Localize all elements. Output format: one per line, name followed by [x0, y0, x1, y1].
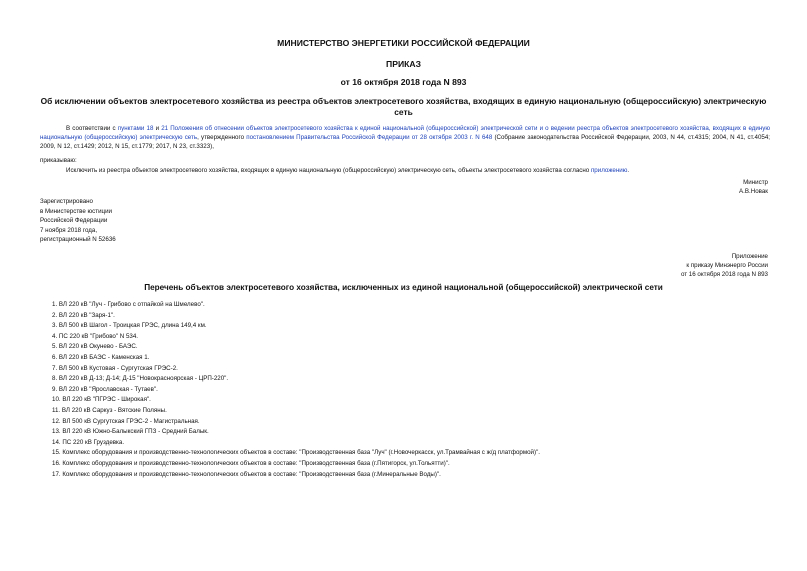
list-item: 16. Комплекс оборудования и производственно-технологических объектов в составе: "Производственная база (г.Пятигорск, ул.Тольятти)".: [52, 459, 450, 467]
preamble-text-2: и: [153, 125, 162, 132]
list-item: 6. ВЛ 220 кВ БАЭС - Каменская 1.: [52, 353, 150, 361]
list-item: 2. ВЛ 220 кВ "Заря-1".: [52, 311, 115, 319]
list-item: 3. ВЛ 500 кВ Шагол - Троицкая ГРЭС, длина 149,4 км.: [52, 322, 207, 330]
link-government-decree[interactable]: постановлением Правительства Российской Федерации от 28 октября 2003 г. N 648: [246, 134, 493, 141]
appendix-label: Приложение: [731, 253, 768, 260]
list-item: 4. ПС 220 кВ "Грибово" N 534.: [52, 332, 138, 340]
registration-line: регистрационный N 52636: [40, 236, 116, 244]
link-appendix[interactable]: приложению: [590, 167, 628, 174]
order-title: Об исключении объектов электросетевого хозяйства из реестра объектов электросетевого хозяйства, входящих в единую национальную (общероссийскую) электрическую сеть: [40, 96, 767, 117]
appendix-block: [681, 252, 768, 279]
signature-position: Министр: [743, 179, 768, 186]
decision-end: .: [627, 167, 630, 174]
list-item: 14. ПС 220 кВ Груздевка.: [52, 438, 125, 446]
link-regulation[interactable]: 21 Положения об отнесении объектов электросетевого хозяйства к единой национальной (общероссийской) электрической сети и о ведении реестра объектов электросетевого хозяйства, входящих в единую национальную (общероссийскую) электрическую сеть: [40, 125, 770, 141]
registration-line: 7 ноября 2018 года,: [40, 226, 98, 234]
list-item: 5. ВЛ 220 кВ Окунево - БАЭС.: [52, 343, 138, 351]
list-item: 8. ВЛ 220 кВ Д-13; Д-14; Д-15 "Новокраснoярская - ЦРП-220".: [52, 375, 229, 383]
registration-block: [40, 197, 116, 245]
list-item: 10. ВЛ 220 кВ "ПГРЭС - Широкая".: [52, 396, 151, 404]
list-item: 12. ВЛ 500 кВ Сургутская ГРЭС-2 - Магистральная.: [52, 417, 200, 425]
preamble-text-3: , утвержденного: [197, 134, 247, 141]
list-item: 17. Комплекс оборудования и производственно-технологических объектов в составе: "Производственная база (г.Минеральные Воды)".: [52, 470, 441, 478]
list-item: 15. Комплекс оборудования и производственно-технологических объектов в составе: "Производственная база "Луч" (г.Новочеркасск, ул.Трамвайная с ж/д платформой)".: [52, 449, 540, 457]
registration-line: в Министерстве юстиции: [40, 207, 113, 215]
appendix-date: от 16 октября 2018 года N 893: [680, 271, 768, 278]
decision-paragraph: [66, 166, 629, 175]
registration-line: Российской Федерации: [40, 217, 108, 225]
list-item: 1. ВЛ 220 кВ "Луч - Грибово с отпайкой на Шмелево".: [52, 301, 205, 308]
order-heading: ПРИКАЗ: [386, 59, 421, 69]
signature-name: А.В.Новак: [739, 188, 768, 195]
registration-line: Зарегистрировано: [40, 198, 93, 205]
order-date: от 16 октября 2018 года N 893: [340, 77, 467, 87]
objects-list: [52, 300, 540, 480]
preamble-paragraph: [40, 124, 770, 151]
decision-text: Исключить из реестра объектов электросетевого хозяйства, входящих в единую национальную (общероссийскую) электрическую сеть, объекты электросетевого хозяйства согласно: [66, 167, 591, 174]
ordered-word: приказываю:: [40, 157, 77, 164]
list-item: 11. ВЛ 220 кВ Саркуз - Вятские Поляны.: [52, 406, 167, 414]
list-title: Перечень объектов электросетевого хозяйства, исключенных из единой национальной (общероссийской) электрической сети: [144, 283, 663, 292]
preamble-text-4: (Собрание законодательства Российской Федерации, 2003, N 44, ст.4315; 2004, N 41, ст.4054; 2009, N 12, ст.1429; 2012, N 15, ст.1779; 2017, N 23, ст.3323),: [40, 134, 770, 150]
appendix-to-order: к приказу Минэнерго России: [686, 262, 768, 269]
preamble-text-1: В соответствии с: [66, 125, 118, 132]
ministry-heading: МИНИСТЕРСТВО ЭНЕРГЕТИКИ РОССИЙСКОЙ ФЕДЕРАЦИИ: [277, 38, 530, 48]
signature-block: [739, 178, 768, 196]
list-item: 7. ВЛ 500 кВ Кустовая - Сургутская ГРЭС-2.: [52, 364, 178, 372]
link-points-18[interactable]: пунктами 18: [117, 125, 154, 132]
list-item: 9. ВЛ 220 кВ "Ярославская - Тутаев".: [52, 385, 158, 393]
list-item: 13. ВЛ 220 кВ Южно-Балыкский ГПЗ - Средний Балык.: [52, 428, 209, 436]
